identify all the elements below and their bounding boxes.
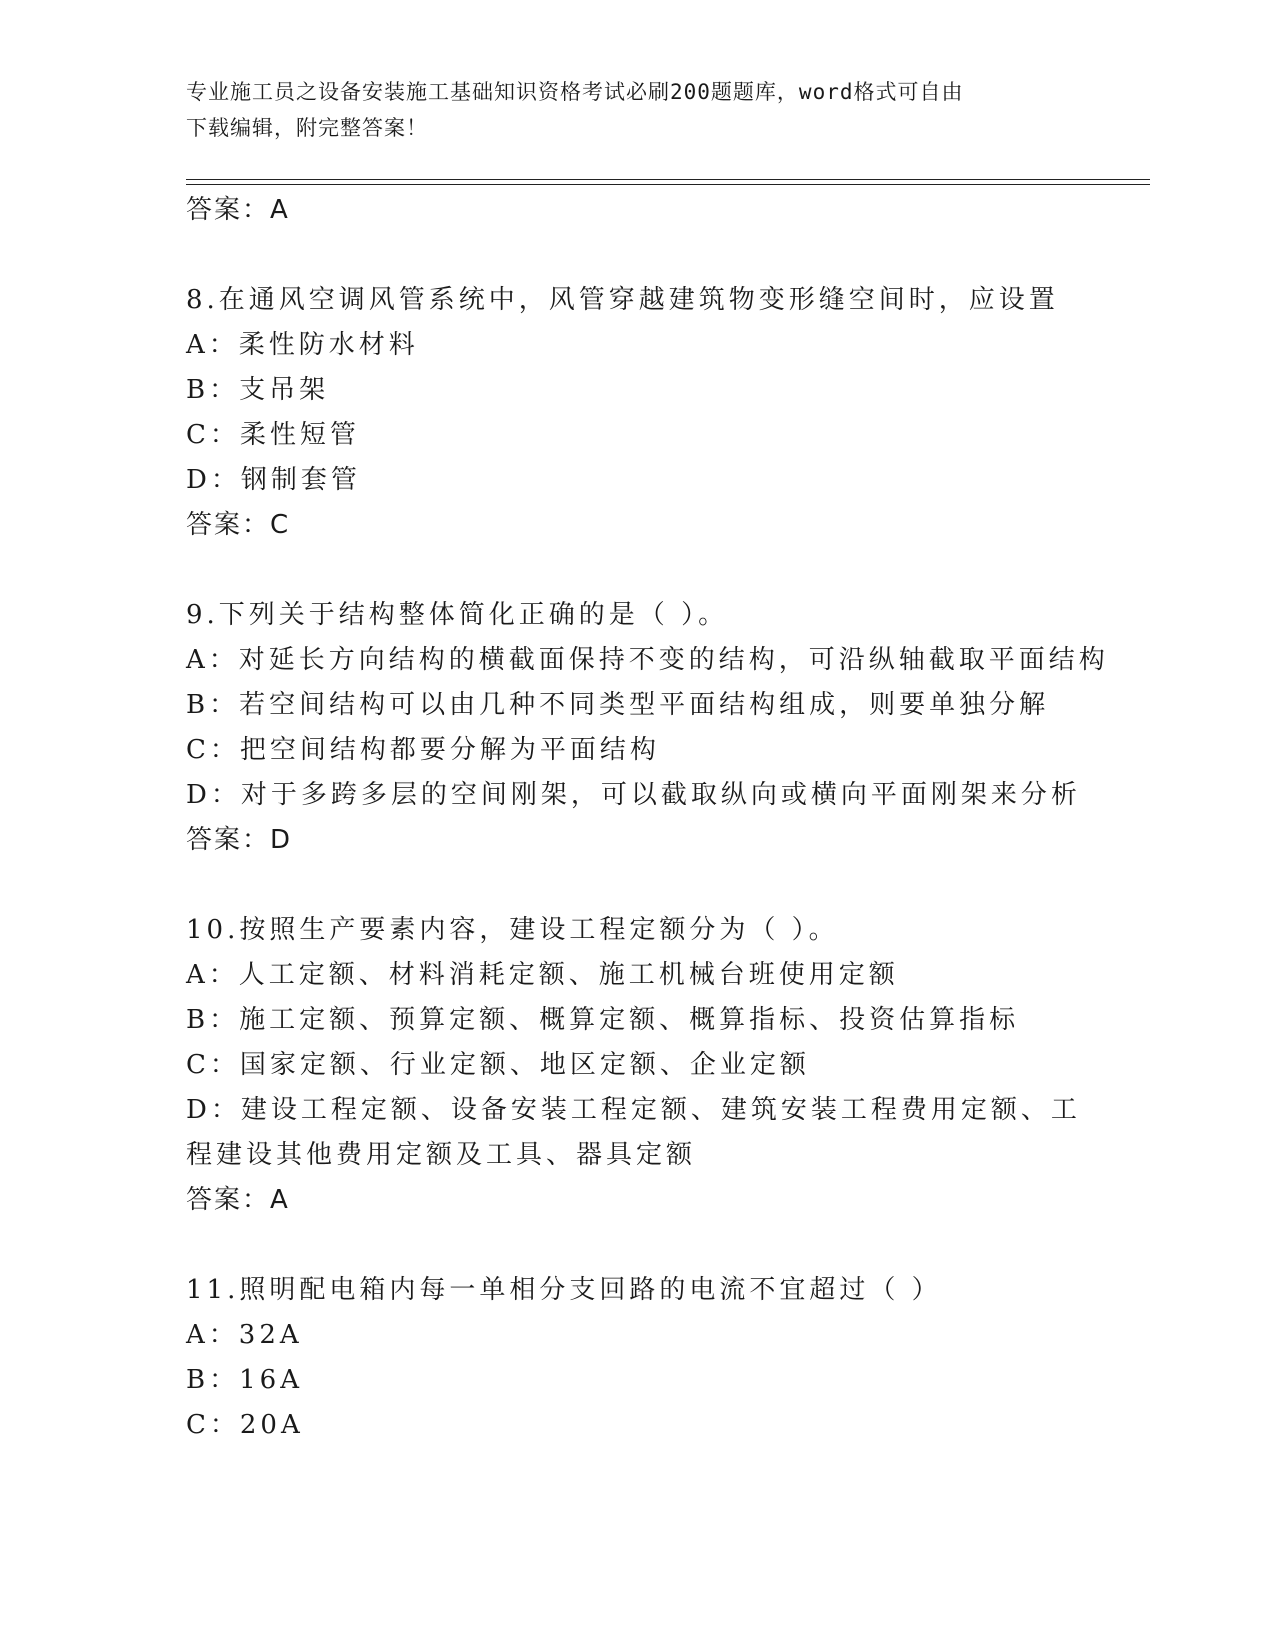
option-c: C：柔性短管 (186, 420, 360, 450)
option-c: C：把空间结构都要分解为平面结构 (186, 735, 660, 765)
question-list (186, 188, 1109, 1448)
previous-answer: 答案：A (186, 195, 290, 225)
option-c: C：20A (186, 1410, 304, 1440)
option-b: B：16A (186, 1365, 303, 1395)
option-b: B：若空间结构可以由几种不同类型平面结构组成，则要单独分解 (186, 690, 1050, 720)
option-d: D：对于多跨多层的空间刚架，可以截取纵向或横向平面刚架来分析 (186, 780, 1081, 810)
option-a: A：人工定额、材料消耗定额、施工机械台班使用定额 (186, 960, 899, 990)
header-line-2: 下载编辑，附完整答案！ (186, 116, 428, 140)
answer: 答案：D (186, 825, 293, 855)
question-stem: 11.照明配电箱内每一单相分支回路的电流不宜超过（ ） (186, 1275, 942, 1305)
option-d: D：钢制套管 (186, 465, 361, 495)
document-header (186, 74, 1086, 146)
option-b: B：支吊架 (186, 375, 330, 405)
question-10 (186, 908, 1086, 1223)
answer: 答案：C (186, 510, 291, 540)
option-a: A：对延长方向结构的横截面保持不变的结构，可沿纵轴截取平面结构 (186, 645, 1109, 675)
option-c: C：国家定额、行业定额、地区定额、企业定额 (186, 1050, 810, 1080)
question-9 (186, 593, 1109, 863)
question-stem: 9.下列关于结构整体简化正确的是（ ）。 (186, 600, 729, 630)
option-d: D：建设工程定额、设备安装工程定额、建筑安装工程费用定额、工程建设其他费用定额及工具、器具定额 (186, 1095, 1081, 1170)
header-divider-top (186, 179, 1150, 180)
question-stem: 10.按照生产要素内容，建设工程定额分为（ ）。 (186, 915, 839, 945)
answer: 答案：A (186, 1185, 290, 1215)
option-a: A：32A (186, 1320, 303, 1350)
header-line-1: 专业施工员之设备安装施工基础知识资格考试必刷200题题库，word格式可自由 (186, 80, 964, 104)
header-divider-bottom (186, 184, 1150, 185)
question-stem: 8.在通风空调风管系统中，风管穿越建筑物变形缝空间时，应设置 (186, 285, 1059, 315)
option-b: B：施工定额、预算定额、概算定额、概算指标、投资估算指标 (186, 1005, 1020, 1035)
option-a: A：柔性防水材料 (186, 330, 419, 360)
question-8 (186, 278, 1086, 548)
question-11 (186, 1268, 1086, 1448)
